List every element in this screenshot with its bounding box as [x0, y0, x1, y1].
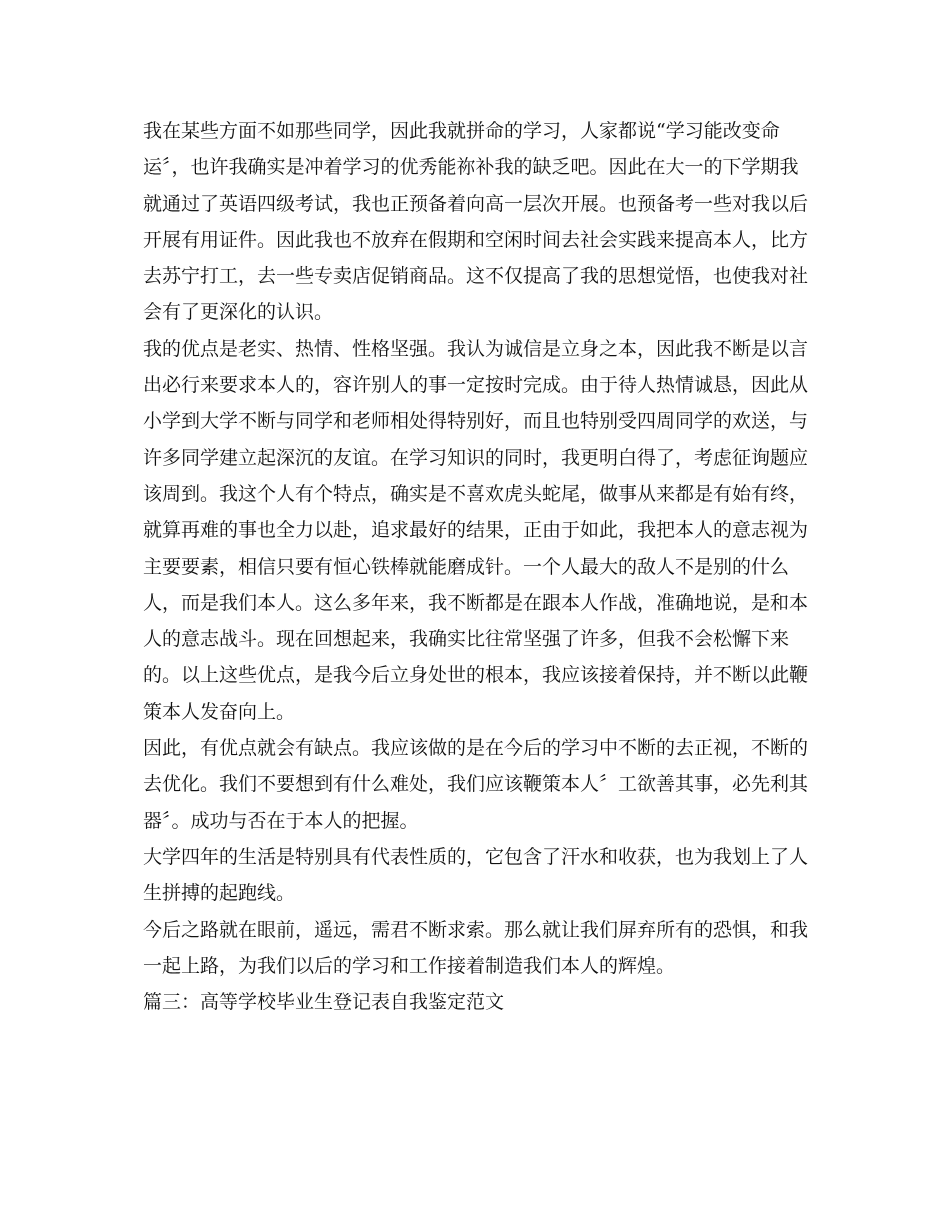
text-line: 开展有用证件。因此我也不放弃在假期和空闲时间去社会实践来提高本人，比方 — [143, 228, 809, 251]
text-line: 小学到大学不断与同学和老师相处得特别好，而且也特别受四周同学的欢送，与 — [143, 410, 809, 433]
text-line: 去优化。我们不要想到有什么难处，我们应该鞭策本人〞工欲善其事，必先利其 — [143, 773, 809, 796]
section-heading: 篇三：高等学校毕业生登记表自我鉴定范文 — [143, 991, 505, 1014]
text-line: 人的意志战斗。现在回想起来，我确实比往常坚强了许多，但我不会松懈下来 — [143, 628, 790, 651]
text-line: 生拼搏的起跑线。 — [143, 882, 296, 905]
text-line: 就算再难的事也全力以赴，追求最好的结果，正由于如此，我把本人的意志视为 — [143, 519, 809, 542]
text-line: 运〞，也许我确实是冲着学习的优秀能祢补我的缺乏吧。因此在大一的下学期我 — [143, 156, 799, 179]
text-line: 器〞。成功与否在于本人的把握。 — [143, 809, 419, 832]
text-line: 该周到。我这个人有个特点，确实是不喜欢虎头蛇尾，做事从来都是有始有终， — [143, 482, 809, 505]
text-line: 会有了更深化的认识。 — [143, 301, 334, 324]
text-line: 今后之路就在眼前，遥远，需君不断求索。那么就让我们屏弃所有的恐惧，和我 — [143, 918, 809, 941]
text-line: 就通过了英语四级考试，我也正预备着向高一层次开展。也预备考一些对我以后 — [143, 192, 809, 215]
text-line: 去苏宁打工，去一些专卖店促销商品。这不仅提高了我的思想觉悟，也使我对社 — [143, 265, 809, 288]
text-line: 的。以上这些优点，是我今后立身处世的根本，我应该接着保持，并不断以此鞭 — [143, 664, 809, 687]
text-line: 因此，有优点就会有缺点。我应该做的是在今后的学习中不断的去正视，不断的 — [143, 737, 809, 760]
text-line: 主要要素，相信只要有恒心铁棒就能磨成针。一个人最大的敌人不是别的什么 — [143, 555, 790, 578]
text-line: 许多同学建立起深沉的友谊。在学习知识的同时，我更明白得了，考虑征询题应 — [143, 446, 809, 469]
text-line: 我在某些方面不如那些同学，因此我就拼命的学习，人家都说“学习能改变命 — [143, 120, 780, 142]
text-line: 一起上路，为我们以后的学习和工作接着制造我们本人的辉煌。 — [143, 954, 676, 977]
text-line: 大学四年的生活是特别具有代表性质的，它包含了汗水和收获，也为我划上了人 — [143, 845, 809, 868]
text-line: 策本人发奋向上。 — [143, 700, 296, 723]
text-line: 我的优点是老实、热情、性格坚强。我认为诚信是立身之本，因此我不断是以言 — [143, 337, 809, 360]
text-line: 人，而是我们本人。这么多年来，我不断都是在跟本人作战，准确地说，是和本 — [143, 591, 809, 614]
document-body — [143, 113, 813, 1020]
text-line: 出必行来要求本人的，容许别人的事一定按时完成。由于待人热情诚恳，因此从 — [143, 374, 809, 397]
